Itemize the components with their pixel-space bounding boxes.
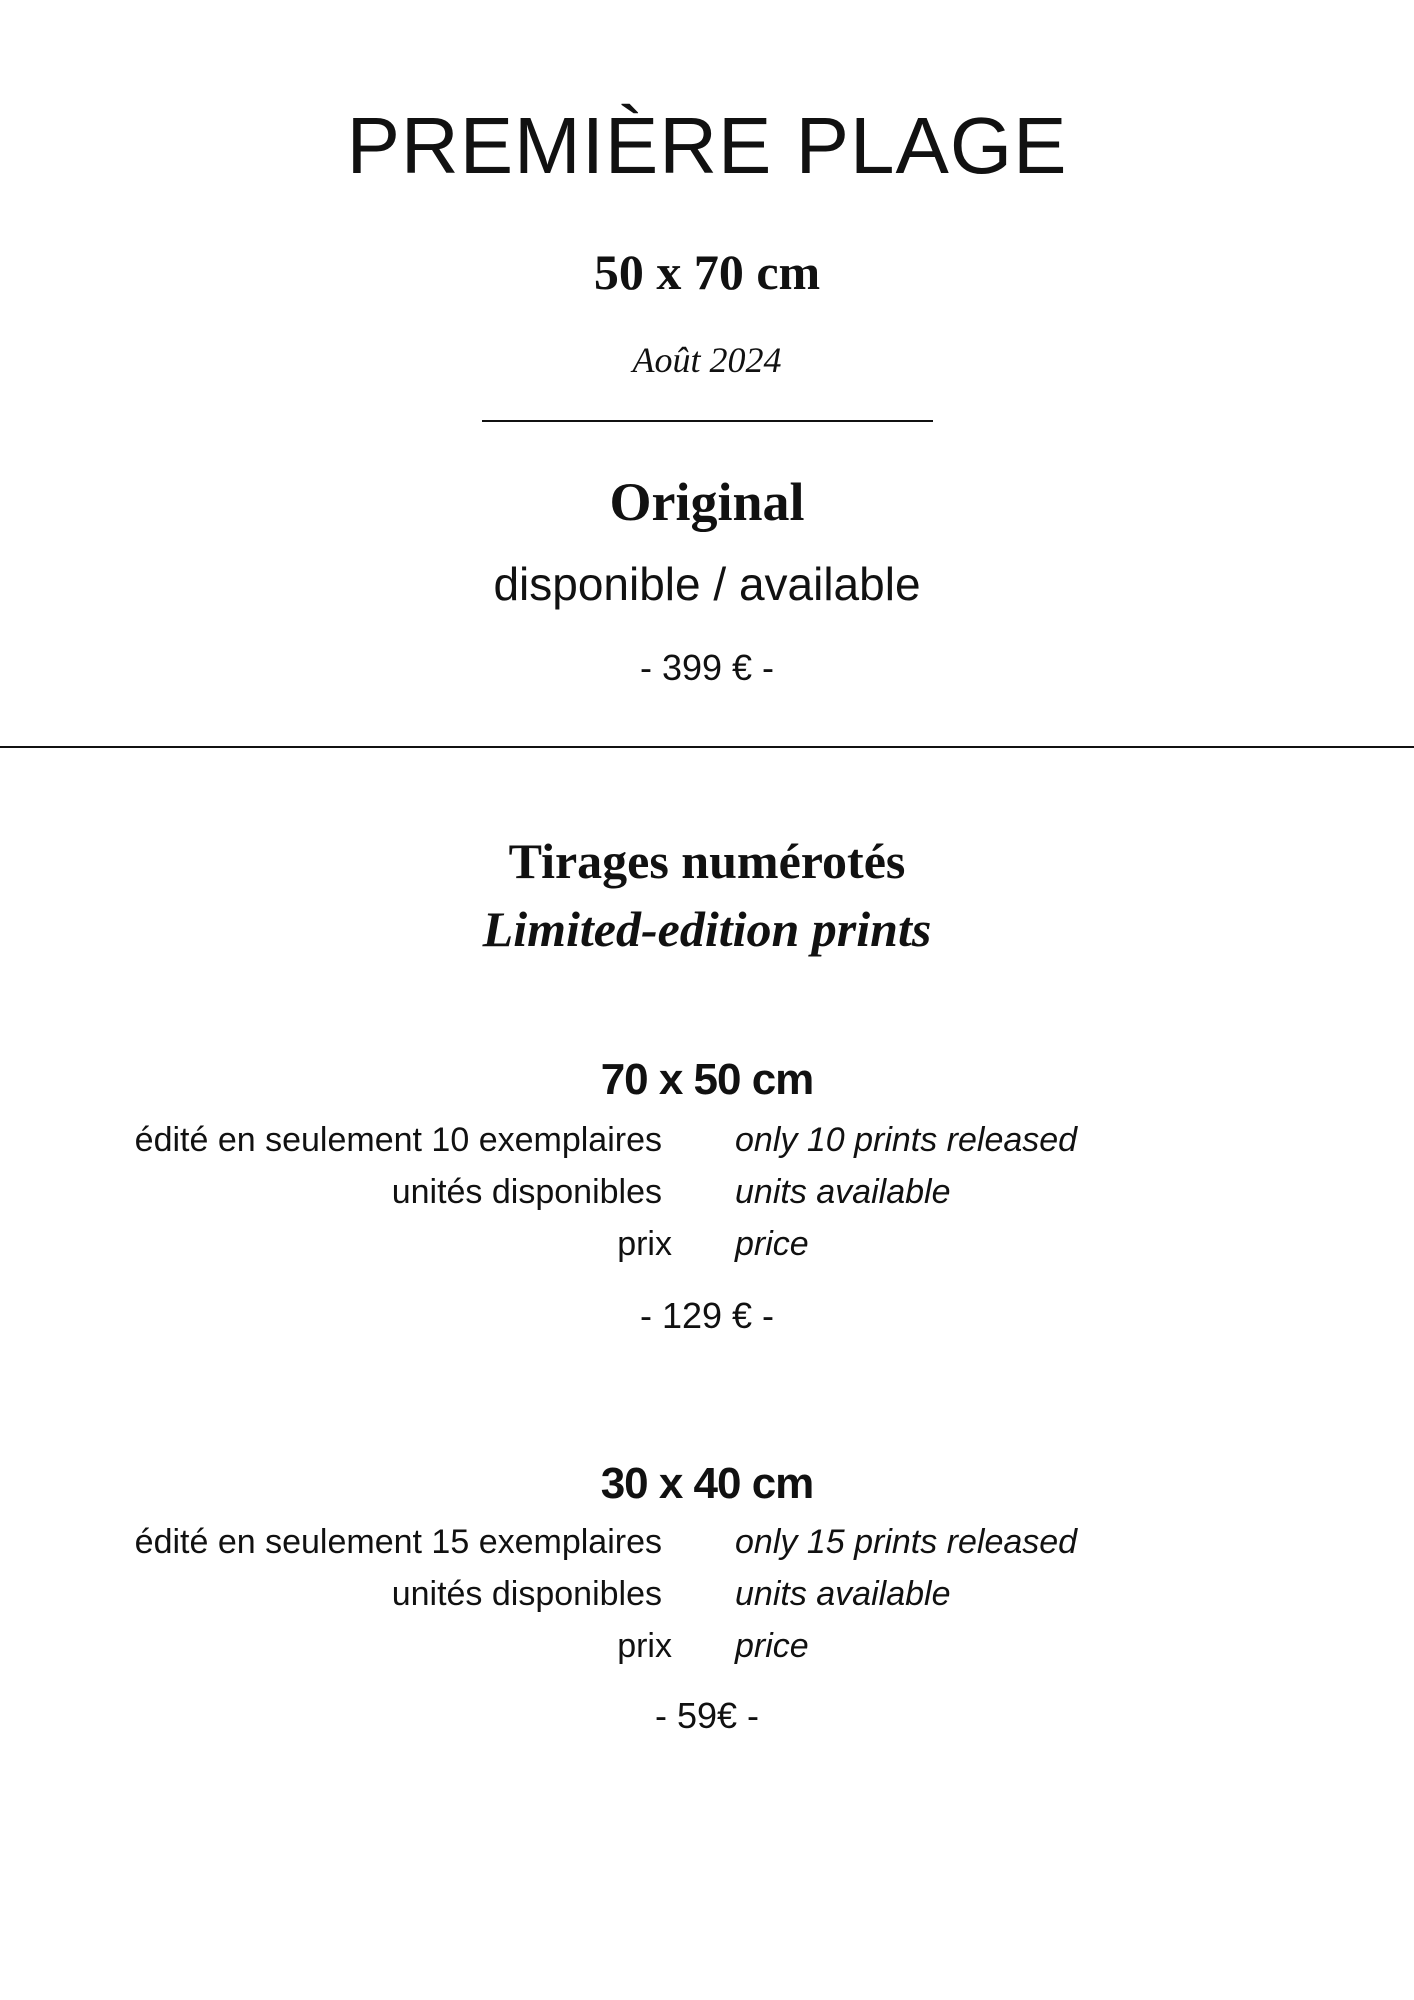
edition-count-en: only 15 prints released [735, 1523, 1078, 1561]
units-label-en: units available [735, 1575, 951, 1613]
page-title: PREMIÈRE PLAGE [346, 101, 1068, 190]
prints-heading-fr: Tirages numérotés [508, 833, 906, 889]
edition-count-fr: édité en seulement 15 exemplaires [134, 1523, 662, 1561]
prints-heading-en: Limited-edition prints [482, 901, 932, 957]
print-format-size: 70 x 50 cm [600, 1055, 814, 1104]
original-price: - 399 € - [639, 647, 775, 688]
price-label-fr: prix [617, 1225, 672, 1263]
units-label-en: units available [735, 1173, 951, 1211]
original-heading: Original [609, 472, 805, 532]
print-format-size: 30 x 40 cm [600, 1459, 814, 1508]
price-label-en: price [735, 1627, 809, 1665]
artwork-date: Août 2024 [632, 340, 782, 380]
edition-count-en: only 10 prints released [735, 1121, 1078, 1159]
print-price: - 129 € - [639, 1295, 775, 1336]
print-price: - 59€ - [654, 1695, 760, 1736]
price-label-fr: prix [617, 1627, 672, 1665]
edition-count-fr: édité en seulement 10 exemplaires [134, 1121, 662, 1159]
units-label-fr: unités disponibles [391, 1173, 662, 1211]
title-divider [482, 420, 933, 422]
section-divider [0, 746, 1414, 748]
artwork-dimensions: 50 x 70 cm [593, 244, 821, 300]
price-label-en: price [735, 1225, 809, 1263]
units-label-fr: unités disponibles [391, 1575, 662, 1613]
original-availability: disponible / available [493, 558, 921, 610]
